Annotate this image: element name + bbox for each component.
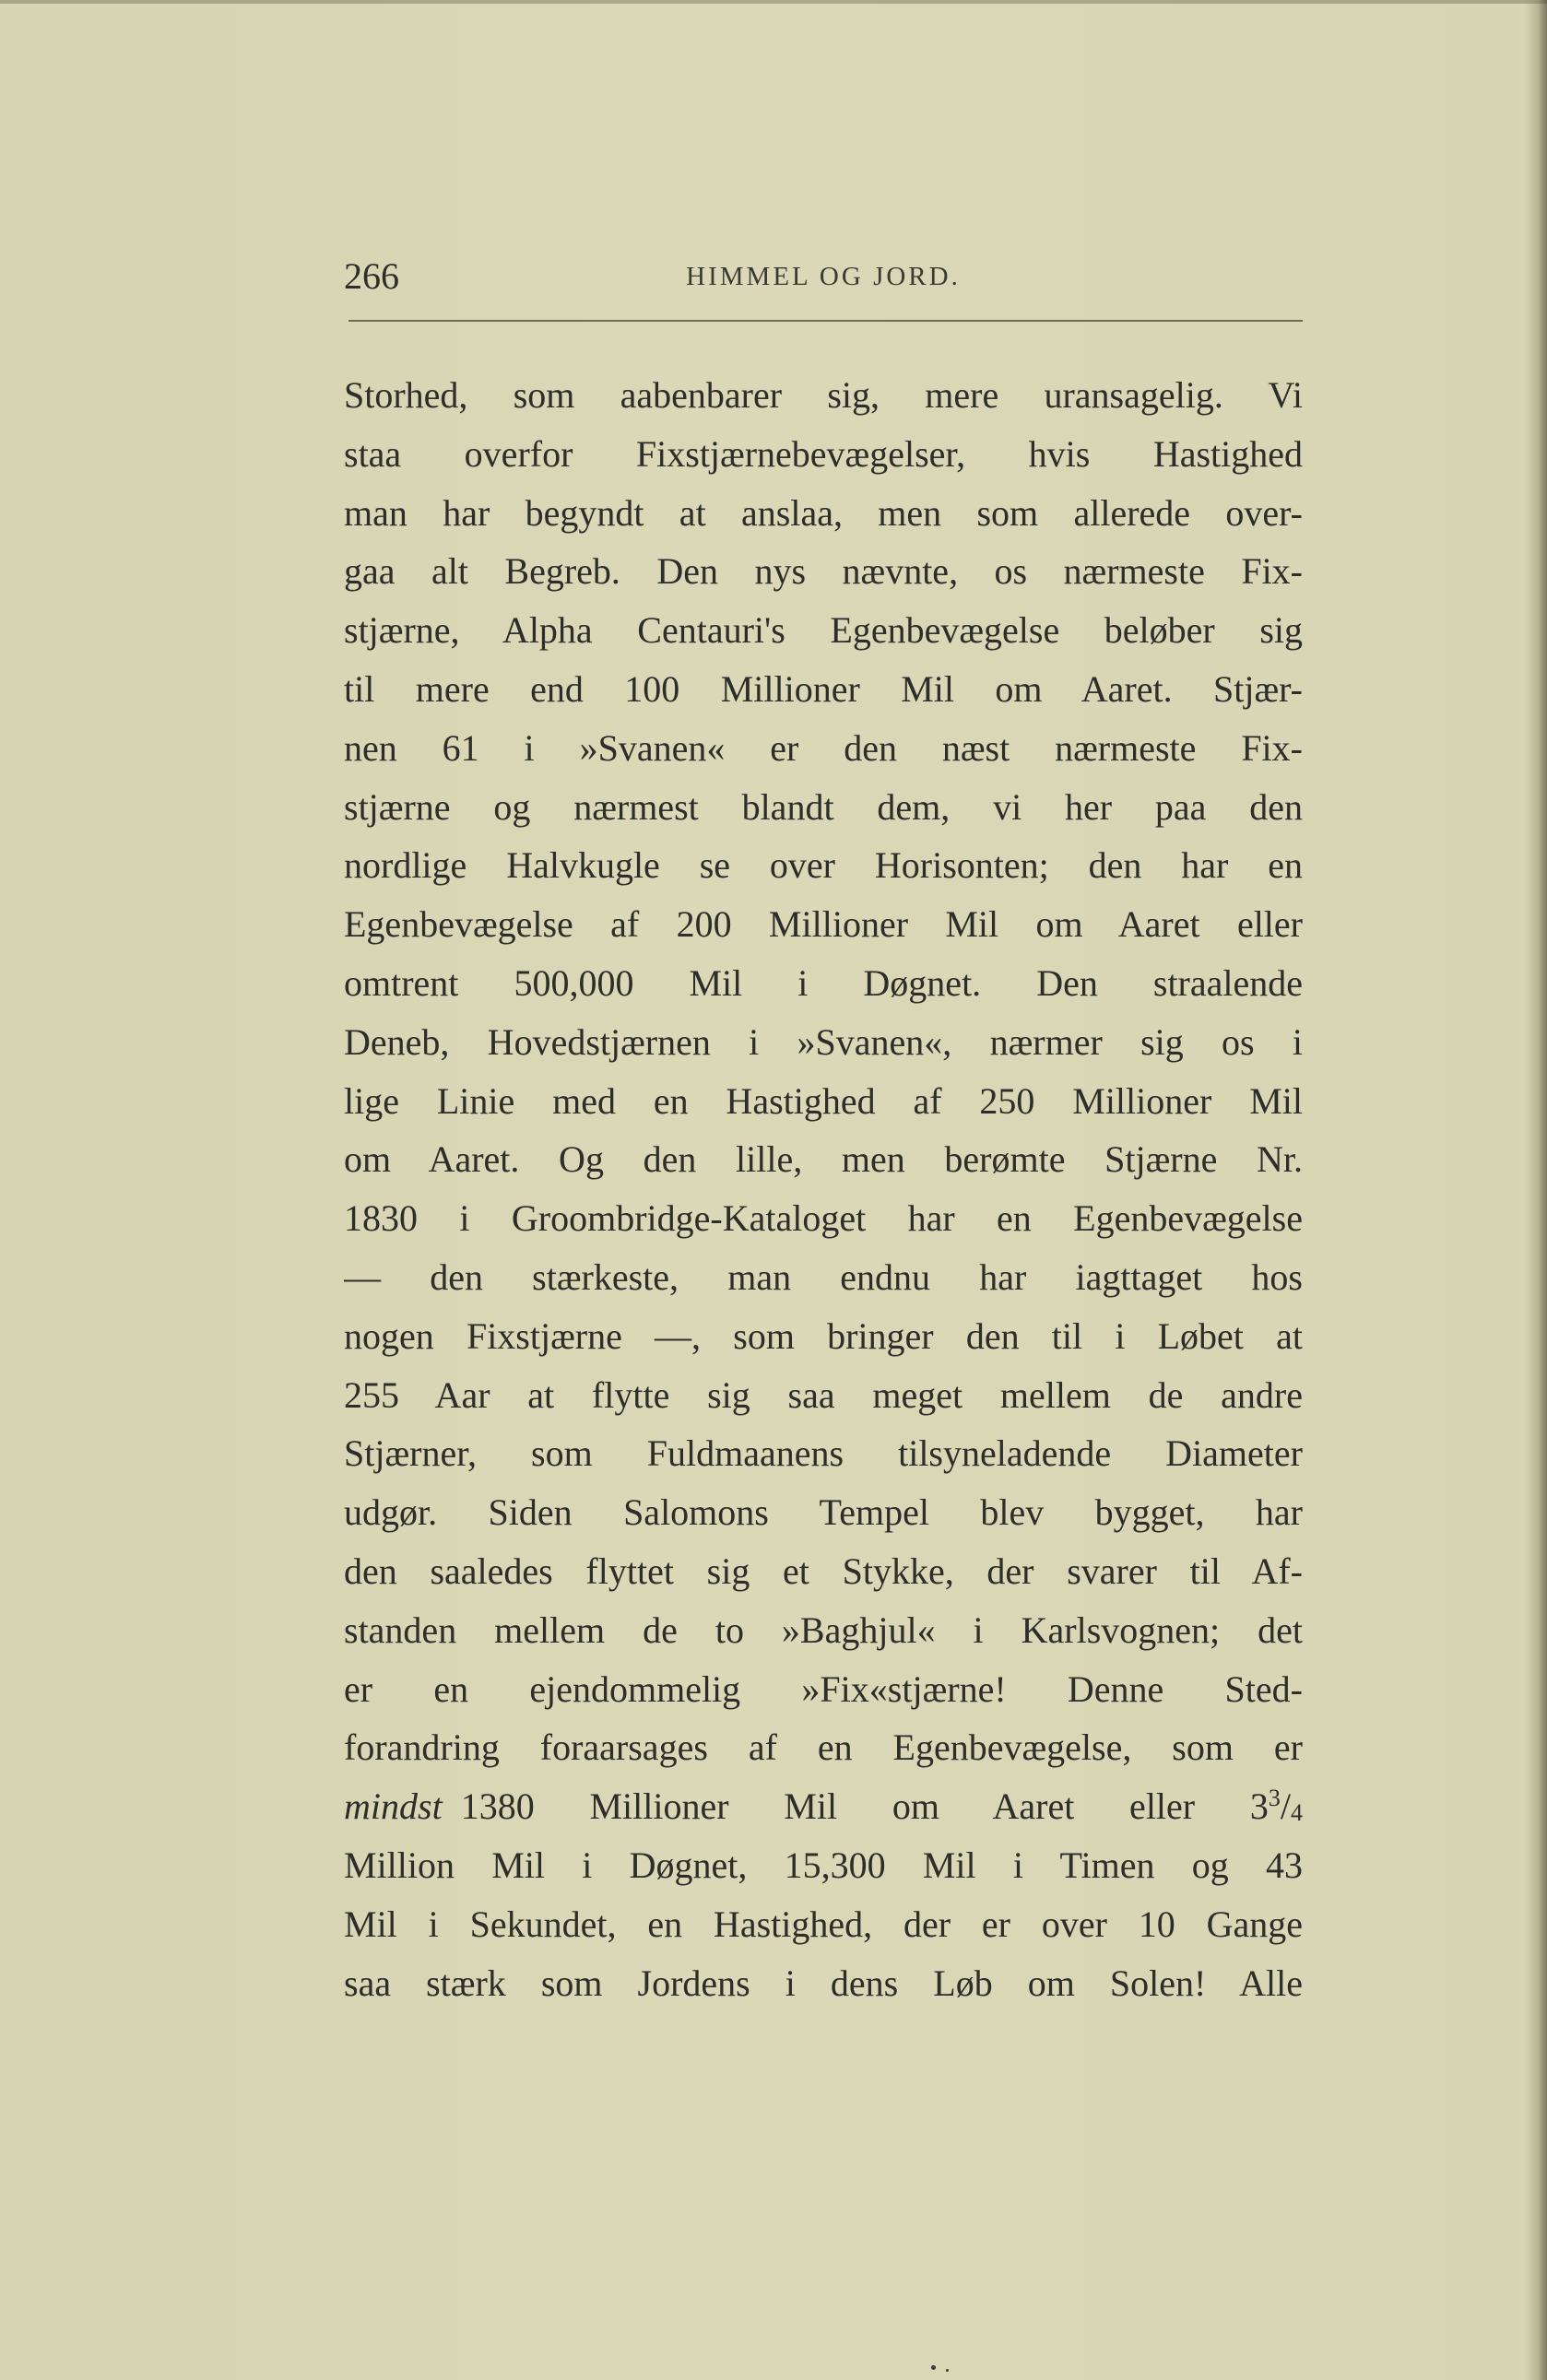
text-line: man har begyndt at anslaa, men som allerede over- [344, 491, 1303, 534]
text-line: den saaledes flyttet sig et Stykke, der svarer til Af- [344, 1549, 1303, 1592]
page-right-edge [1525, 0, 1547, 2380]
body-text [344, 366, 1303, 2012]
text-line: gaa alt Begreb. Den nys nævnte, os nærmeste Fix- [344, 550, 1303, 593]
text-line: — den stærkeste, man endnu har iagttaget hos [344, 1255, 1303, 1298]
text-line: om Aaret. Og den lille, men berømte Stjærne Nr. [344, 1138, 1303, 1181]
text-line: til mere end 100 Millioner Mil om Aaret. Stjær- [344, 667, 1303, 710]
text-line: Deneb, Hovedstjærnen i »Svanen«, nærmer sig os i [344, 1020, 1303, 1063]
text-line: nordlige Halvkugle se over Horisonten; den har en [344, 844, 1303, 887]
text-line: nen 61 i »Svanen« er den næst nærmeste Fix- [344, 726, 1303, 769]
text-line: lige Linie med en Hastighed af 250 Millioner Mil [344, 1079, 1303, 1122]
print-speck [931, 2365, 936, 2370]
running-title: HIMMEL OG JORD. [686, 262, 961, 291]
text-line: stjærne, Alpha Centauri's Egenbevægelse beløber sig [344, 609, 1303, 652]
text-line: standen mellem de to »Baghjul« i Karlsvognen; det [344, 1608, 1303, 1651]
text-line: staa overfor Fixstjærnebevægelser, hvis Hastighed [344, 432, 1303, 475]
text-line: udgør. Siden Salomons Tempel blev bygget, har [344, 1491, 1303, 1534]
text-line: nogen Fixstjærne —, som bringer den til i Løbet at [344, 1314, 1303, 1357]
fraction-separator: / [1280, 1785, 1291, 1828]
page-header [344, 249, 1303, 304]
text-line: saa stærk som Jordens i dens Løb om Solen! Alle [344, 1962, 1303, 2004]
text-line-mixed [344, 1777, 1303, 1836]
text-line: omtrent 500,000 Mil i Døgnet. Den straalende [344, 961, 1303, 1004]
text-line: Mil i Sekundet, en Hastighed, der er over 10 Gange [344, 1903, 1303, 1945]
page-number: 266 [344, 255, 399, 297]
print-speck [946, 2369, 949, 2372]
text-line: Million Mil i Døgnet, 15,300 Mil i Timen og 43 [344, 1844, 1303, 1886]
italic-word: mindst [344, 1785, 443, 1828]
text-segment: 1380 Millioner Mil om Aaret eller 3 [460, 1785, 1269, 1828]
text-line: stjærne og nærmest blandt dem, vi her paa den [344, 785, 1303, 828]
text-line: er en ejendommelig »Fix«stjærne! Denne Sted- [344, 1667, 1303, 1710]
text-line: Stjærner, som Fuldmaanens tilsyneladende Diameter [344, 1432, 1303, 1475]
text-line: Storhed, som aabenbarer sig, mere uransagelig. Vi [344, 374, 1303, 416]
fraction-denominator: 4 [1291, 1799, 1303, 1827]
fraction-numerator: 3 [1268, 1785, 1281, 1812]
text-line: 1830 i Groombridge-Kataloget har en Egenbevægelse [344, 1197, 1303, 1240]
header-rule [348, 320, 1303, 322]
text-line: 255 Aar at flytte sig saa meget mellem de andre [344, 1373, 1303, 1416]
text-line: Egenbevægelse af 200 Millioner Mil om Aaret eller [344, 903, 1303, 946]
page-top-edge [0, 0, 1547, 4]
text-line: forandring foraarsages af en Egenbevægelse, som er [344, 1726, 1303, 1769]
